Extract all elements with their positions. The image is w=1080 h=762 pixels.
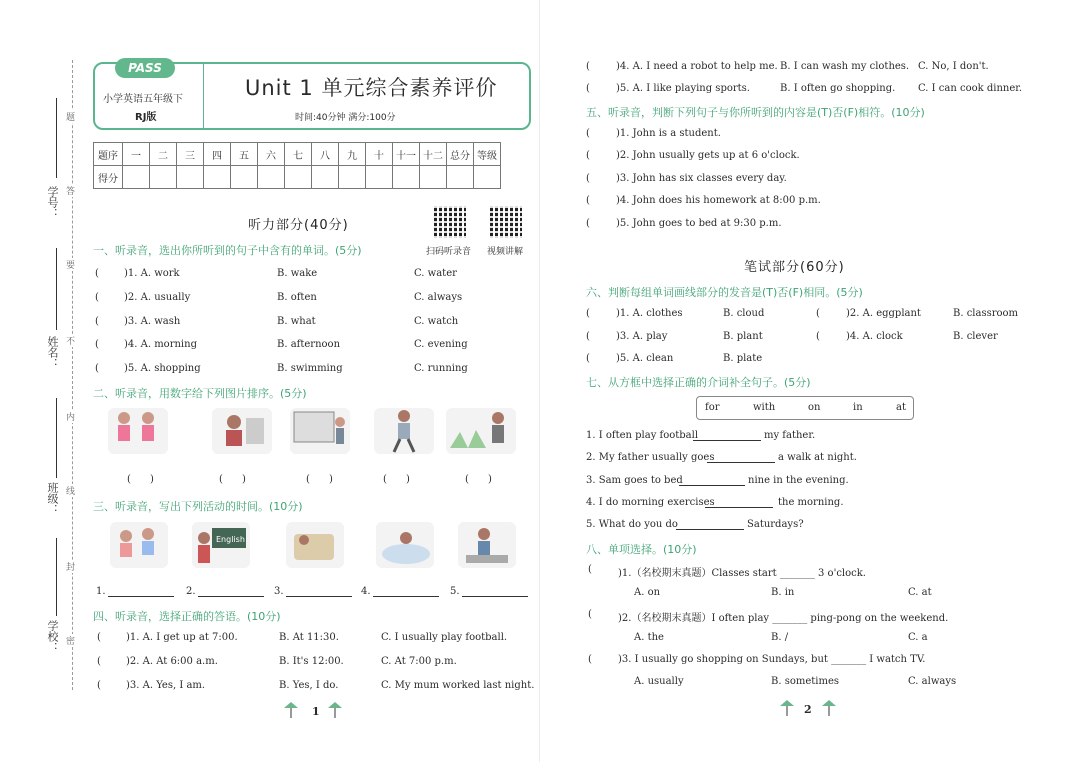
- score-table: [93, 142, 501, 189]
- question-option: B. swimming: [277, 363, 343, 374]
- question-option: )4. A. I need a robot to help me.: [616, 61, 778, 72]
- mc-option: B. /: [771, 632, 789, 643]
- sentence-start: 1. I often play football: [586, 430, 699, 441]
- seal-char: 要: [66, 258, 75, 271]
- page-number: 1: [312, 705, 320, 718]
- statement: )2. John usually gets up at 6 o'clock.: [616, 150, 800, 161]
- test-header: [93, 62, 531, 130]
- section-4-title: 四、听录音，选择正确的答语。(10分): [93, 610, 281, 623]
- seal-char: 答: [66, 184, 75, 197]
- answer-paren[interactable]: (: [97, 632, 101, 643]
- answer-paren[interactable]: (: [95, 363, 99, 374]
- question-option: )2. A. At 6:00 a.m.: [126, 656, 218, 667]
- tree-icon: [328, 702, 342, 718]
- word-option: for: [705, 402, 720, 413]
- mc-question: )3. I usually go shopping on Sundays, but _______ I watch TV.: [618, 654, 926, 665]
- header-divider: [203, 64, 204, 128]
- sentence-end: a walk at night.: [778, 452, 857, 463]
- statement: )4. John does his homework at 8:00 p.m.: [616, 195, 821, 206]
- answer-paren[interactable]: (: [97, 680, 101, 691]
- board-text: English: [216, 535, 245, 544]
- answer-paren[interactable]: (: [816, 308, 820, 319]
- time-answer-line[interactable]: [198, 596, 264, 597]
- question-option: B. often: [277, 292, 317, 303]
- sentence-end: my father.: [764, 430, 816, 441]
- mc-option: A. on: [634, 587, 661, 598]
- fill-blank[interactable]: [676, 529, 744, 530]
- score-cell[interactable]: [231, 166, 258, 189]
- word-pair: B. plant: [723, 331, 763, 342]
- grade-label: 小学英语五年级下: [103, 94, 183, 105]
- word-pair: B. clever: [953, 331, 998, 342]
- order-paren[interactable]: ( ): [465, 474, 492, 485]
- answer-paren[interactable]: (: [586, 195, 590, 206]
- table-cell: 八: [312, 143, 339, 166]
- question-option: B. afternoon: [277, 339, 341, 350]
- answer-paren[interactable]: (: [97, 656, 101, 667]
- question-option: C. No, I don't.: [918, 61, 989, 72]
- binding-line: [72, 60, 73, 690]
- table-cell: 题序: [94, 143, 123, 166]
- question-option: C. At 7:00 p.m.: [381, 656, 457, 667]
- listening-title: 听力部分(40分): [248, 218, 349, 233]
- table-cell: 等级: [474, 143, 501, 166]
- word-pair: B. classroom: [953, 308, 1019, 319]
- order-paren[interactable]: ( ): [219, 474, 246, 485]
- question-option: )5. A. shopping: [124, 363, 201, 374]
- time-label: 2.: [186, 586, 196, 597]
- time-label: 4.: [361, 586, 371, 597]
- sentence-start: 5. What do you do: [586, 519, 678, 530]
- sentence-end: nine in the evening.: [748, 475, 849, 486]
- question-option: )1. A. I get up at 7:00.: [126, 632, 238, 643]
- score-cell[interactable]: [258, 166, 285, 189]
- name-label: 姓名：: [46, 336, 59, 369]
- section-7-title: 七、从方框中选择正确的介词补全句子。(5分): [586, 376, 811, 389]
- edition-label: RJ版: [135, 112, 157, 123]
- score-header-row: [94, 143, 501, 166]
- statement: )1. John is a student.: [616, 128, 721, 139]
- right-page: [540, 0, 1080, 762]
- answer-paren[interactable]: (: [586, 331, 590, 342]
- statement: )3. John has six classes every day.: [616, 173, 787, 184]
- sentence-end: the morning.: [778, 497, 844, 508]
- qr-code-icon[interactable]: [490, 206, 522, 238]
- time-label: 5.: [450, 586, 460, 597]
- shopping-picture: [290, 408, 350, 454]
- time-answer-line[interactable]: [108, 596, 174, 597]
- order-paren[interactable]: ( ): [127, 474, 154, 485]
- statement: )5. John goes to bed at 9:30 p.m.: [616, 218, 782, 229]
- homework-picture: [458, 522, 516, 568]
- score-cell[interactable]: [447, 166, 474, 189]
- answer-paren[interactable]: (: [586, 83, 590, 94]
- seal-char: 题: [66, 110, 75, 123]
- word-pair: )5. A. clean: [616, 353, 674, 364]
- mc-option: C. at: [908, 587, 932, 598]
- section-2-title: 二、听录音，用数字给下列图片排序。(5分): [93, 387, 307, 400]
- seal-char: 不: [66, 334, 75, 347]
- time-label: 3.: [274, 586, 284, 597]
- question-option: C. always: [414, 292, 463, 303]
- word-option: with: [753, 402, 776, 413]
- fill-blank[interactable]: [679, 485, 745, 486]
- word-option: on: [808, 402, 821, 413]
- word-option: at: [896, 402, 906, 413]
- question-option: C. I can cook dinner.: [918, 83, 1023, 94]
- class-label: 班级：: [46, 482, 59, 515]
- table-cell: 总分: [447, 143, 474, 166]
- table-cell: 七: [285, 143, 312, 166]
- kids-playing-picture: [110, 522, 168, 568]
- seal-char: 内: [66, 410, 75, 423]
- gardening-picture: [446, 408, 516, 454]
- answer-paren[interactable]: (: [588, 564, 592, 575]
- answer-paren[interactable]: (: [586, 128, 590, 139]
- mc-option: B. in: [771, 587, 795, 598]
- page-number: 2: [804, 703, 812, 716]
- sentence-end: Saturdays?: [747, 519, 804, 530]
- question-option: B. I often go shopping.: [780, 83, 896, 94]
- english-class-picture: [192, 522, 250, 568]
- question-option: B. Yes, I do.: [279, 680, 339, 691]
- score-cell[interactable]: [204, 166, 231, 189]
- dancing-girls-picture: [108, 408, 168, 454]
- sleeping-picture: [286, 522, 344, 568]
- tree-icon: [780, 700, 794, 716]
- question-option: )2. A. usually: [124, 292, 191, 303]
- question-option: B. what: [277, 316, 316, 327]
- mc-option: A. the: [634, 632, 664, 643]
- time-answer-line[interactable]: [373, 596, 439, 597]
- bathing-picture: [376, 522, 434, 568]
- class-line[interactable]: [56, 398, 57, 478]
- sentence-start: 4. I do morning exercises: [586, 497, 715, 508]
- question-option: B. It's 12:00.: [279, 656, 344, 667]
- time-answer-line[interactable]: [462, 596, 528, 597]
- answer-paren[interactable]: (: [588, 654, 592, 665]
- order-paren[interactable]: ( ): [306, 474, 333, 485]
- word-pair: )4. A. clock: [846, 331, 903, 342]
- score-row: [94, 166, 501, 189]
- table-cell: 一: [123, 143, 150, 166]
- table-cell: 九: [339, 143, 366, 166]
- table-cell: 十: [366, 143, 393, 166]
- score-cell[interactable]: [312, 166, 339, 189]
- word-box: [696, 396, 914, 420]
- question-option: C. I usually play football.: [381, 632, 508, 643]
- score-cell[interactable]: [393, 166, 420, 189]
- table-cell: 得分: [94, 166, 123, 189]
- score-cell[interactable]: [339, 166, 366, 189]
- reading-girl-picture: [212, 408, 272, 454]
- table-cell: 五: [231, 143, 258, 166]
- sentence-start: 2. My father usually goes: [586, 452, 715, 463]
- score-cell[interactable]: [474, 166, 501, 189]
- mc-option: C. a: [908, 632, 928, 643]
- question-option: )3. A. wash: [124, 316, 181, 327]
- answer-paren[interactable]: (: [586, 353, 590, 364]
- mc-question: )2.（名校期末真题）I often play _______ ping-pong on the weekend.: [618, 613, 949, 624]
- answer-paren[interactable]: (: [816, 331, 820, 342]
- question-option: )1. A. work: [124, 268, 180, 279]
- fill-blank[interactable]: [707, 462, 775, 463]
- question-option: )5. A. I like playing sports.: [616, 83, 750, 94]
- question-option: )4. A. morning: [124, 339, 197, 350]
- time-answer-line[interactable]: [286, 596, 352, 597]
- student-id-label: 学号：: [46, 186, 59, 219]
- tree-icon: [284, 702, 298, 718]
- qr-caption: 视频讲解: [487, 247, 524, 257]
- question-option: C. watch: [414, 316, 459, 327]
- answer-paren[interactable]: (: [586, 61, 590, 72]
- section-5-title: 五、听录音，判断下列句子与你所听到的内容是(T)否(F)相符。(10分): [586, 106, 925, 119]
- writing-title: 笔试部分(60分): [744, 260, 845, 275]
- table-cell: 六: [258, 143, 285, 166]
- answer-paren[interactable]: (: [586, 150, 590, 161]
- seal-char: 封: [66, 560, 75, 573]
- seal-char: 线: [66, 484, 75, 497]
- order-paren[interactable]: ( ): [383, 474, 410, 485]
- table-cell: 四: [204, 143, 231, 166]
- running-boy-picture: [374, 408, 434, 454]
- mc-option: A. usually: [634, 676, 684, 687]
- section-3-title: 三、听录音，写出下列活动的时间。(10分): [93, 500, 303, 513]
- word-pair: )1. A. clothes: [616, 308, 683, 319]
- school-label: 学校：: [46, 620, 59, 653]
- word-pair: )3. A. play: [616, 331, 668, 342]
- mc-option: B. sometimes: [771, 676, 840, 687]
- score-cell[interactable]: [285, 166, 312, 189]
- seal-char: 密: [66, 634, 75, 647]
- table-cell: 三: [177, 143, 204, 166]
- question-option: )3. A. Yes, I am.: [126, 680, 206, 691]
- sentence-start: 3. Sam goes to bed: [586, 475, 683, 486]
- qr-code-icon[interactable]: [434, 206, 466, 238]
- score-cell[interactable]: [150, 166, 177, 189]
- word-pair: B. plate: [723, 353, 763, 364]
- question-option: C. evening: [414, 339, 468, 350]
- question-option: B. wake: [277, 268, 318, 279]
- score-cell[interactable]: [123, 166, 150, 189]
- answer-paren[interactable]: (: [588, 609, 592, 620]
- score-cell[interactable]: [177, 166, 204, 189]
- answer-paren[interactable]: (: [95, 268, 99, 279]
- answer-paren[interactable]: (: [95, 339, 99, 350]
- answer-paren[interactable]: (: [586, 173, 590, 184]
- word-pair: )2. A. eggplant: [846, 308, 921, 319]
- table-cell: 二: [150, 143, 177, 166]
- fill-blank[interactable]: [705, 507, 773, 508]
- table-cell: 十一: [393, 143, 420, 166]
- answer-paren[interactable]: (: [586, 308, 590, 319]
- table-cell: 十二: [420, 143, 447, 166]
- question-option: B. At 11:30.: [279, 632, 339, 643]
- question-option: C. water: [414, 268, 457, 279]
- section-6-title: 六、判断每组单词画线部分的发音是(T)否(F)相同。(5分): [586, 286, 863, 299]
- section-8-title: 八、单项选择。(10分): [586, 543, 697, 556]
- page-title: Unit 1 单元综合素养评价: [245, 76, 498, 100]
- test-meta: 时间:40分钟 满分:100分: [295, 113, 396, 123]
- qr-caption: 扫码听录音: [426, 247, 472, 257]
- section-1-title: 一、听录音，选出你所听到的句子中含有的单词。(5分): [93, 244, 362, 257]
- word-option: in: [853, 402, 863, 413]
- question-option: B. I can wash my clothes.: [780, 61, 910, 72]
- mc-question: )1.（名校期末真题）Classes start _______ 3 o'clock.: [618, 568, 866, 579]
- word-pair: B. cloud: [723, 308, 765, 319]
- time-label: 1.: [96, 586, 106, 597]
- answer-paren[interactable]: (: [586, 218, 590, 229]
- answer-paren[interactable]: (: [95, 316, 99, 327]
- tree-icon: [822, 700, 836, 716]
- mc-option: C. always: [908, 676, 957, 687]
- score-cell[interactable]: [420, 166, 447, 189]
- answer-paren[interactable]: (: [95, 292, 99, 303]
- name-line[interactable]: [56, 248, 57, 330]
- score-cell[interactable]: [366, 166, 393, 189]
- question-option: C. My mum worked last night.: [381, 680, 535, 691]
- pass-badge: PASS: [115, 58, 175, 78]
- school-line[interactable]: [56, 538, 57, 616]
- fill-blank[interactable]: [693, 440, 761, 441]
- student-id-line[interactable]: [56, 98, 57, 178]
- question-option: C. running: [414, 363, 468, 374]
